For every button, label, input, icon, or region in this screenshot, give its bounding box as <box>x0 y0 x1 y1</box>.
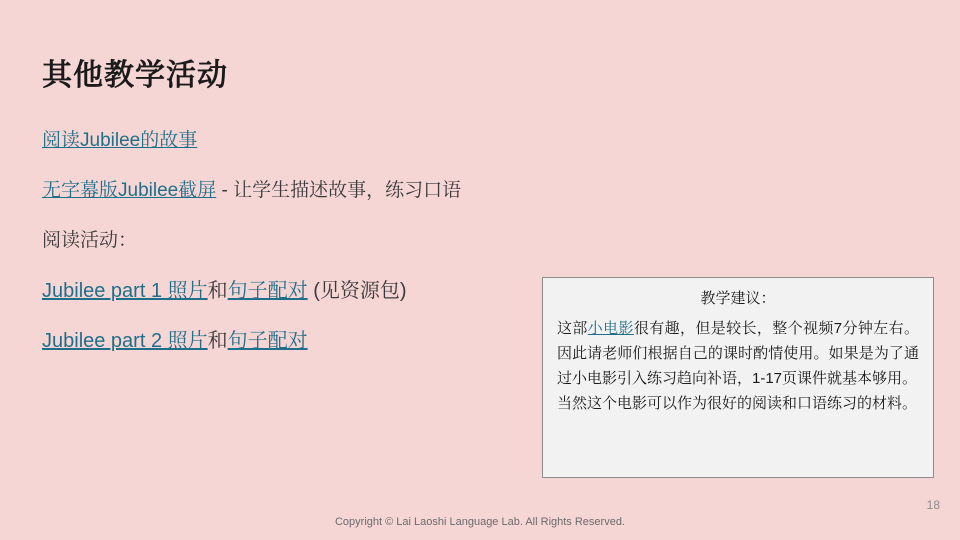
activity-line-1 <box>42 128 562 154</box>
activity-line-5-conj: 和 <box>207 330 228 352</box>
teaching-tip-box <box>542 277 934 478</box>
teaching-tip-paragraph-2: 当然这个电影可以作为很好的阅读和口语练习的材料。 <box>557 395 918 412</box>
content-body <box>42 128 562 378</box>
teaching-tip-paragraph-1 <box>557 316 919 391</box>
activity-line-5 <box>42 328 562 354</box>
link-no-subtitle-screenshot[interactable]: 无字幕版Jubilee截屏 <box>42 180 217 201</box>
activity-line-4-conj: 和 <box>207 280 228 302</box>
tip-text-before-link: 这部 <box>557 320 588 337</box>
activity-line-4-note: (见资源包) <box>307 280 407 302</box>
activity-line-3: 阅读活动： <box>42 230 138 251</box>
teaching-tip-title: 教学建议： <box>700 290 776 307</box>
page-number: 18 <box>926 498 940 512</box>
link-part2-sentence-match[interactable]: 句子配对 <box>227 330 308 352</box>
link-part1-sentence-match[interactable]: 句子配对 <box>227 280 308 302</box>
tip-text-after-link: 很有趣，但是较长，整个视频7分钟左右。因此请老师们根据自己的课时酌情使用。如果是为了通过小电影引入练习趋向补语，1-17页课件就基本够用。 <box>557 320 919 387</box>
activity-line-4 <box>42 278 562 304</box>
link-short-film[interactable]: 小电影 <box>587 320 634 337</box>
activity-line-2-text: - 让学生描述故事，练习口语 <box>216 180 462 201</box>
link-read-jubilee-story[interactable]: 阅读Jubilee的故事 <box>42 130 198 151</box>
page-title: 其他教学活动 <box>42 59 228 92</box>
link-part2-photos[interactable]: Jubilee part 2 照片 <box>42 330 208 352</box>
footer-copyright: Copyright © Lai Laoshi Language Lab. All Rights Reserved. <box>334 516 625 528</box>
link-part1-photos[interactable]: Jubilee part 1 照片 <box>42 280 208 302</box>
activity-line-2 <box>42 178 562 204</box>
